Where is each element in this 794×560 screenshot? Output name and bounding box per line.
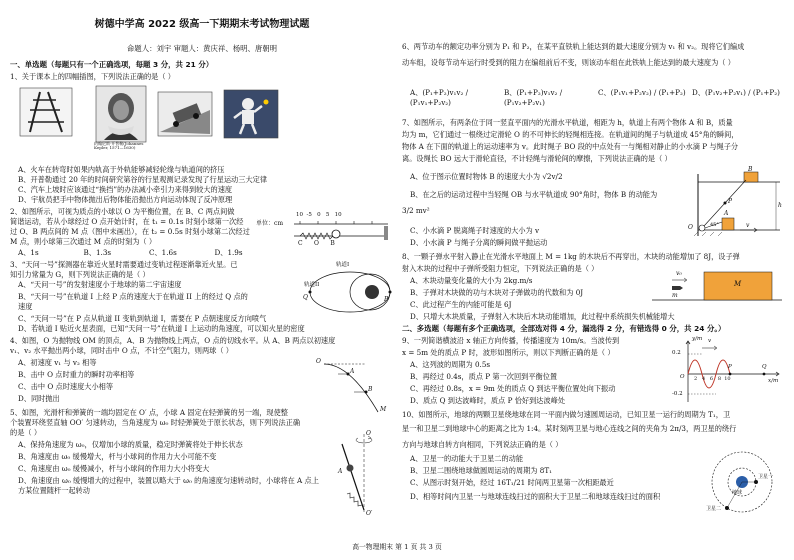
q5-rod-figure (336, 430, 392, 518)
q9-line-2: x = 5m 处的质点 P 时，波形如图所示，则以下判断正确的是（ ） (402, 348, 615, 357)
q10-label-sat2: 卫星二 (706, 506, 722, 512)
q9-label-y-max: 0.2 (672, 350, 681, 356)
q9-option-a[interactable]: A、这列波的周期为 0.5s (410, 360, 491, 369)
q7-option-d[interactable]: D、小水滴 P 与绳子分离的瞬间做平抛运动 (410, 238, 548, 247)
q5-option-d[interactable]: D、角速度由 ω₀ 缓慢增大的过程中，装置以略大于 ω₀ 的角速度匀速转动时，小球将在 A 点上 (18, 476, 319, 485)
q3-line-1: 3、“天问一号”探测器在靠近火星时需要通过变轨过程逐渐靠近火星。已 (10, 260, 238, 269)
kepler-caption: 约翰尼斯·开普勒(Johannes Kepler, 1571—1630) (94, 141, 144, 151)
q9-line-1: 9、一列简谐横波沿 x 轴正方向传播，传播速度为 10m/s。当波传到 (402, 336, 620, 345)
q7-pulley-figure (684, 166, 786, 242)
q7-label-v: v (746, 222, 750, 229)
q2-line-3: 过 O、B 两点间的 M 点（图中未画出），在 t₂ = 0.5s 时刻小球第二次经过 (10, 227, 250, 236)
q10-line-2: 星一和卫星二到地球中心的距离之比为 1:4。某时刻两卫星与地心连线之间的夹角为 2π/3，两卫星的绕行 (402, 424, 737, 433)
q2-options (10, 248, 310, 258)
q4-label-a: A (350, 368, 355, 375)
q9-wave-figure (672, 336, 786, 408)
q9-wave-graph (672, 336, 786, 408)
q10-satellite-figure (702, 446, 786, 516)
q5-line-2: 个装置环绕竖直轴 OO′ 匀速转动，当角速度为 ω₀ 时轻弹簧处于原长状态，则下列说法正确 (10, 418, 301, 427)
q4-parabola-figure (310, 356, 390, 416)
q3-option-a[interactable]: A、“天问一号”的发射速度小于地球的第二宇宙速度 (18, 280, 182, 289)
q8-bullet (672, 286, 683, 290)
q8-option-a[interactable]: A、木块动量变化量的大小为 2kg.m/s (410, 276, 533, 285)
q2-line-1: 2、如图所示，可视为质点的小球以 O 为平衡位置，在 B、C 两点间做 (10, 207, 235, 216)
q7-option-a[interactable]: A、位于图示位置时物体 B 的速度大小为 √2v/2 (410, 172, 563, 181)
q2-point-labels: C O B (298, 240, 335, 247)
q6-option-d[interactable]: D、(P₁v₂+P₂v₁) / (P₁+P₂) (692, 88, 780, 97)
q1-option-c[interactable]: C、汽车上坡时应该通过“换挡”的办法减小牵引力来得到较大的速度 (18, 185, 233, 194)
q9-label-origin: O (680, 374, 685, 380)
q7-block-a (722, 218, 734, 230)
q2-spring-figure (256, 210, 392, 252)
q2-option-b[interactable]: B、1.3s (83, 248, 112, 257)
q4-line-2: v₁、v₂ 水平抛出两小球，同时击中 O 点，不计空气阻力，则两球（ ） (10, 346, 233, 355)
q9-x-ticks: 2 4 6 8 10 (694, 376, 731, 382)
q3-orbit-figure (300, 260, 392, 320)
q5-option-d-cont: 方某位置随杆一起转动 (18, 486, 90, 495)
q7-option-b[interactable]: B、在之后的运动过程中当轻绳 OB 与水平轨道成 90°角时，物体 B 的动能为 (410, 190, 658, 199)
q2-option-a[interactable]: A、1s (18, 248, 39, 257)
q1-figures (16, 82, 282, 158)
q10-label-earth: 地球 (732, 490, 743, 496)
q3-label-q: Q (303, 294, 308, 301)
q8-option-c[interactable]: C、此过程产生的内能可能是 6J (410, 300, 512, 309)
car-uphill-icon (158, 92, 212, 136)
q6-line-1: 6、两节动车的额定功率分别为 P₁ 和 P₂，在某平直铁轨上能达到的最大速度分别为 v₁ 和 v₂。现将它们编成 (402, 42, 745, 51)
q6-option-c[interactable]: C、(P₁v₁+P₂v₂) / (P₁+P₂) (598, 88, 686, 97)
q1-option-a[interactable]: A、火车在转弯时如果内轨高于外轨能够减轻轮缘与轨道间的挤压 (18, 165, 225, 174)
q7-label-o: O (688, 224, 693, 231)
q1-stem: 1、关于课本上的四幅插图，下列说法正确的是（ ） (10, 72, 175, 81)
q5-label-a: A (338, 468, 343, 475)
q10-option-d[interactable]: D、相等时间内卫星一与地球连线扫过的面积大于卫星二和地球连线扫过的面积 (410, 492, 661, 501)
q4-option-d[interactable]: D、同时抛出 (18, 394, 60, 403)
q7-pulley-diagram (684, 166, 786, 242)
q2-option-d[interactable]: D、1.9s (214, 248, 243, 257)
q8-line-2: 射入木块的过程中子弹所受阻力恒定，下列说法正确的是（ ） (402, 264, 599, 273)
q4-label-m: M (380, 406, 387, 413)
q10-option-c[interactable]: C、从图示时刻开始，经过 16T₁/21 时间两卫星第一次相距最近 (410, 478, 614, 487)
q4-option-c[interactable]: C、击中 O 点时速度大小相等 (18, 382, 114, 391)
q2-line-2: 简谐运动，若从小球经过 O 点开始计时，在 t₁ = 0.1s 时刻小球第一次经 (10, 217, 244, 226)
exam-title: 树德中学高 2022 级高一下期期末考试物理试题 (94, 19, 310, 30)
q2-option-c[interactable]: C、1.6s (149, 248, 177, 257)
page-footer: 高一物理期末 第 1 页 共 3 页 (352, 543, 442, 552)
q8-option-d[interactable]: D、只增大木块质量，子弹射入木块后木块动能增加，此过程中系统损失机械能增大 (410, 312, 675, 321)
q6-option-a[interactable]: A、(P₁+P₂)v₁v₂ / (P₁v₁+P₂v₂) (410, 88, 469, 107)
q5-rod-spring-diagram (336, 430, 392, 518)
q4-label-o: O (316, 358, 321, 365)
kepler-portrait-icon (96, 86, 146, 142)
mars-icon (365, 285, 379, 299)
q8-label-m: m (672, 292, 678, 299)
q9-option-b[interactable]: B、再经过 0.4s，质点 P 第一次回到平衡位置 (410, 372, 558, 381)
q1-option-d[interactable]: D、宇航员把手中物体抛出后物体能沿抛出方向运动体现了反冲原理 (18, 195, 233, 204)
q10-line-3: 方向与地球自转方向相同，下列说法正确的是（ ） (402, 440, 563, 449)
q10-option-b[interactable]: B、卫星二围绕地球做圆周运动的周期为 8T₁ (410, 466, 553, 475)
q3-option-d[interactable]: D、若轨道 I 贴近火星表面，已知“天问一号”在轨道 I 上运动的角速度，可以知火星的密度 (18, 324, 305, 333)
q3-label-p: P (384, 296, 389, 303)
q5-option-b[interactable]: B、角速度由 ω₀ 缓慢增大，杆与小球间的作用力大小可能不变 (18, 452, 217, 461)
q7-line-4: 离。设绳长 BO 远大于滑轮直径，不计轻绳与滑轮间的摩擦，下列说法正确的是（ ） (402, 154, 672, 163)
q3-option-c[interactable]: C、“天问一号”在 P 点从轨道 II 变轨到轨道 I，需要在 P 点朝速度反方向喷气 (18, 314, 267, 323)
q9-label-p: P (728, 364, 732, 370)
section-single-choice: 一、单选题（每题只有一个正确选项，每题 3 分，共 21 分） (10, 60, 214, 69)
q2-ball (332, 230, 340, 238)
q5-line-3: 的是（ ） (10, 428, 42, 437)
q5-line-1: 5、如图，光滑杆和弹簧的一端均固定在 O′ 点，小球 A 固定在轻弹簧的另一端，现使整 (10, 408, 288, 417)
q2-tick-labels: 10 -5 0 5 10 (296, 212, 342, 218)
train-rail-icon (20, 88, 72, 136)
q3-option-b[interactable]: B、“天问一号”在轨道 I 上经 P 点的速度大于在轨道 II 上的经过 Q 点的 (18, 292, 248, 301)
q7-option-b-cont: 3/2 mv² (402, 206, 430, 215)
q6-option-b[interactable]: B、(P₁+P₂)v₁v₂ / (P₁v₂+P₂v₁) (504, 88, 563, 107)
q7-label-h: h (778, 202, 782, 209)
q5-option-c[interactable]: C、角速度由 ω₀ 缓慢减小，杆与小球间的作用力大小将变大 (18, 464, 210, 473)
q9-option-d[interactable]: D、质点 Q 到达波峰时，质点 P 恰好到达波峰处 (410, 396, 566, 405)
q8-label-big-m: M (734, 280, 742, 288)
q7-option-c[interactable]: C、小水滴 P 脱离绳子时速度的大小为 v (410, 226, 540, 235)
q8-bullet-figure (652, 266, 782, 306)
q4-option-b[interactable]: B、击中 O 点时重力的瞬时功率相等 (18, 370, 135, 379)
q7-line-2: 均为 m，它们通过一根绕过定滑轮 O 的不可伸长的轻绳相连接。在轨道间的绳子与轨道成 45°角的瞬间， (402, 130, 739, 139)
q6-line-2: 动车组，设每节动车运行时受到的阻力在编组前后不变，则该动车组在此铁轨上能达到的最大速度为（ ） (402, 58, 735, 67)
q5-label-o2: O′ (366, 510, 373, 517)
q7-label-angle: 45° (710, 222, 719, 228)
q7-line-3: 物体 A 在下面的轨道上的运动速率为 v。此时绳子 BO 段的中点处有一与绳相对静止的小水滴 P 与绳子分 (402, 142, 739, 151)
q7-line-1: 7、如图所示，有两条位于同一竖直平面内的光滑水平轨道，相距为 h，轨道上有两个物体 A 和 B，质量 (402, 118, 733, 127)
q8-label-v0: v₀ (676, 270, 682, 277)
q9-label-v: v (708, 338, 712, 344)
q5-label-o: O (366, 430, 371, 437)
q3-label-orbit2: 轨道II (304, 282, 320, 288)
q5-option-a[interactable]: A、保持角速度为 ω₀，仅增加小球的质量，稳定时弹簧将处于伸长状态 (18, 440, 243, 449)
q3-label-orbit1: 轨道I (336, 262, 350, 268)
q7-label-a: A (724, 210, 729, 217)
q7-label-b: B (748, 166, 753, 173)
q1-option-b[interactable]: B、开普勒通过 20 年的时间研究第谷的行星观测记录发现了行星运动三大定律 (18, 175, 268, 184)
q3-line-2: 知引力常量为 G，则下列说法正确的是（ ） (10, 270, 150, 279)
q9-option-c[interactable]: C、再经过 0.8s，x = 9m 处的质点 Q 到达平衡位置处向下振动 (410, 384, 616, 393)
exam-authors: 命题人：刘宇 审题人：黄庆祥、杨明、唐朝明 (126, 44, 278, 53)
q4-line-1: 4、如图，O 为抛物线 OM 的顶点，A、B 为抛物线上两点，O 点的切线水平。从 A、B 两点以初速度 (10, 336, 336, 345)
q9-label-q: Q (762, 364, 767, 370)
q8-line-1: 8、一颗子弹水平射入静止在光滑水平地面上 M = 1kg 的木块后不再穿出，木块的动能增加了 8J，设子弹 (402, 252, 740, 261)
q6-options (402, 88, 786, 107)
q9-label-y-min: -0.2 (672, 391, 683, 397)
q2-unit-label: 单位：cm (256, 220, 284, 227)
q10-line-1: 10、如图所示，地球的两颗卫星绕地球在同一平面内做匀速圆周运动，已知卫星一运行的周期为 T₁，卫 (402, 410, 731, 419)
q4-option-a[interactable]: A、初速度 v₁ 与 v₂ 相等 (18, 358, 97, 367)
q7-label-p: P (728, 198, 733, 205)
q8-bullet-block-diagram (652, 266, 782, 306)
section-multi-choice: 二、多选题（每题有多个正确选项，全部选对得 4 分，漏选得 2 分，有错选得 0 分，共 24 分。） (402, 324, 726, 333)
q10-label-sat1: 卫星一 (758, 474, 774, 480)
q10-option-a[interactable]: A、卫星一的动能大于卫星二的动能 (410, 454, 524, 463)
q2-line-4: M 点，则小球第三次通过 M 点的时刻为（ ） (10, 237, 157, 246)
q3-option-b-cont: 速度 (18, 302, 33, 311)
q8-option-b[interactable]: B、子弹对木块做的功与木块对子弹做功的代数和为 0J (410, 288, 584, 297)
q9-label-x: x/m (768, 378, 779, 384)
q4-label-b: B (368, 386, 373, 393)
q9-label-y: y/m (692, 336, 703, 342)
q5-ball-a (347, 465, 354, 472)
q4-parabola-diagram (310, 356, 390, 416)
astronaut-icon (224, 90, 278, 138)
